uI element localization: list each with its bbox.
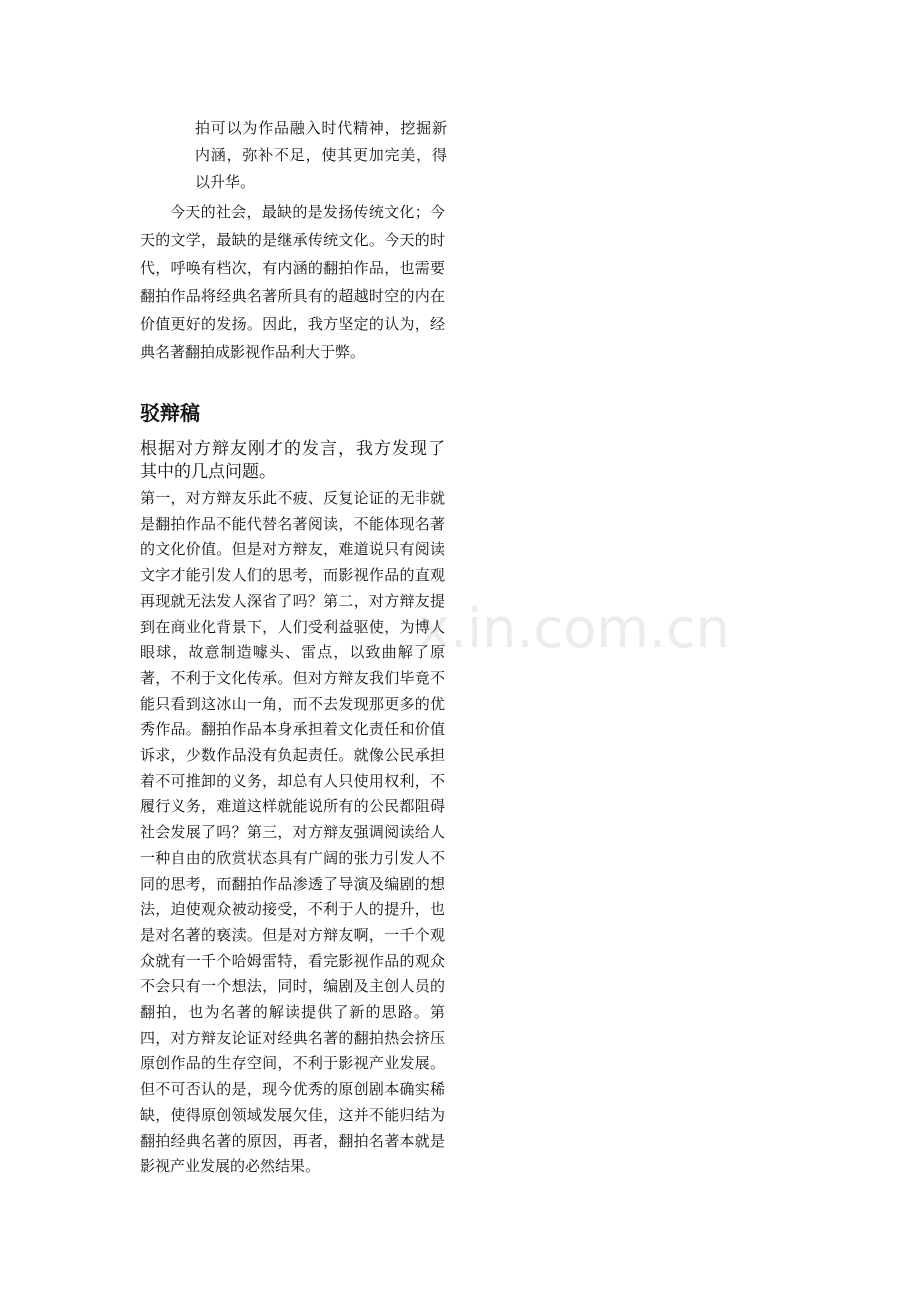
continued-quote-block	[195, 115, 447, 196]
rebuttal-body-block	[140, 486, 445, 1180]
watermark: x.in.com.cn	[418, 597, 730, 660]
rebuttal-intro-text: 根据对方辩友刚才的发言，我方发现了其中的几点问题。	[140, 439, 445, 482]
rebuttal-body-text: 第一，对方辩友乐此不疲、反复论证的无非就是翻拍作品不能代替名著阅读，不能体现名著的文化价值。但是对方辩友，难道说只有阅读文字才能引发人们的思考，而影视作品的直观再现就无法发人深省了吗？第二，对方辩友提到在商业化背景下，人们受利益驱使，为博人眼球，故意制造噱头、雷点，以致曲解了原著，不利于文化传承。但对方辩友我们毕竟不能只看到这冰山一角，而不去发现那更多的优秀作品。翻拍作品本身承担着文化责任和价值诉求，少数作品没有负起责任。就像公民承担着不可推卸的义务，却总有人只使用权利，不履行义务，难道这样就能说所有的公民都阻碍社会发展了吗？第三，对方辩友强调阅读给人一种自由的欣赏状态具有广阔的张力引发人不同的思考，而翻拍作品渗透了导演及编剧的想法，迫使观众被动接受，不利于人的提升，也是对名著的亵渎。但是对方辩友啊，一千个观众就有一千个哈姆雷特，看完影视作品的观众不会只有一个想法，同时，编剧及主创人员的翻拍，也为名著的解读提供了新的思路。第四，对方辩友论证对经典名著的翻拍热会挤压原创作品的生存空间，不利于影视产业发展。但不可否认的是，现今优秀的原创剧本确实稀缺，使得原创领域发展欠佳，这并不能归结为翻拍经典名著的原因，再者，翻拍名著本就是影视产业发展的必然结果。	[140, 489, 445, 1176]
section-heading: 驳辩稿	[140, 401, 200, 425]
continued-quote-text: 拍可以为作品融入时代精神，挖掘新内涵，弥补不足，使其更加完美，得以升华。	[195, 119, 447, 191]
rebuttal-intro-block	[140, 438, 445, 484]
closing-paragraph-text: 今天的社会，最缺的是发扬传统文化；今天的文学，最缺的是继承传统文化。今天的时代，呼唤有档次，有内涵的翻拍作品，也需要翻拍作品将经典名著所具有的超越时空的内在价值更好的发扬。因此，我方坚定的认为，经典名著翻拍成影视作品利大于弊。	[140, 203, 445, 361]
closing-paragraph-block	[140, 198, 445, 366]
